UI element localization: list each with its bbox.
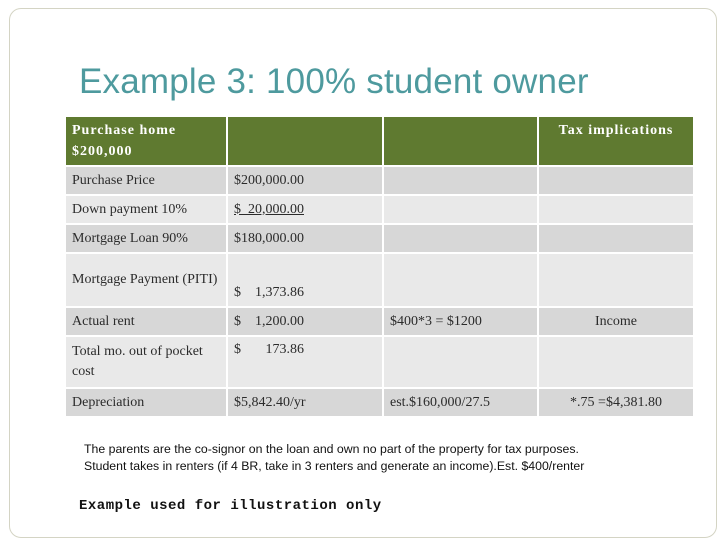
footer-disclaimer: Example used for illustration only	[79, 498, 382, 514]
cell-tax	[538, 166, 694, 195]
tax-table	[64, 115, 695, 418]
note-line-2: Student takes in renters (if 4 BR, take in 3 renters and generate an income).Est. $400/renter	[84, 459, 585, 473]
cell-tax	[538, 195, 694, 224]
table-row	[65, 307, 694, 336]
cell-calc	[383, 253, 538, 307]
cell-label: Mortgage Loan 90%	[65, 224, 227, 253]
header-cell-empty-2	[383, 116, 538, 166]
cell-amount: $5,842.40/yr	[227, 388, 383, 417]
slide-title: Example 3: 100% student owner	[79, 62, 589, 101]
cell-amount: $180,000.00	[227, 224, 383, 253]
cell-tax: Income	[538, 307, 694, 336]
table-header-row	[65, 116, 694, 166]
cell-tax	[538, 336, 694, 388]
header-cell-empty-1	[227, 116, 383, 166]
cell-label: Total mo. out of pocket cost	[65, 336, 227, 388]
cell-tax: *.75 =$4,381.80	[538, 388, 694, 417]
cell-label: Mortgage Payment (PITI)	[65, 253, 227, 307]
explanatory-note	[84, 441, 584, 475]
table-row	[65, 166, 694, 195]
header-cell-purchase-home: Purchase home $200,000	[65, 116, 227, 166]
cell-tax	[538, 224, 694, 253]
cell-amount: $ 1,200.00	[227, 307, 383, 336]
cell-label: Down payment 10%	[65, 195, 227, 224]
cell-amount	[227, 195, 383, 224]
cell-calc: $400*3 = $1200	[383, 307, 538, 336]
table-row	[65, 336, 694, 388]
cell-calc	[383, 195, 538, 224]
table-row	[65, 195, 694, 224]
table-row	[65, 224, 694, 253]
cell-amount: $ 173.86	[227, 336, 383, 388]
cell-calc: est.$160,000/27.5	[383, 388, 538, 417]
cell-amount: $ 1,373.86	[227, 253, 383, 307]
cell-calc	[383, 224, 538, 253]
note-line-1: The parents are the co-signor on the loan and own no part of the property for tax purposes.	[84, 442, 579, 456]
cell-label: Actual rent	[65, 307, 227, 336]
cell-calc	[383, 336, 538, 388]
cell-amount: $200,000.00	[227, 166, 383, 195]
cell-label: Depreciation	[65, 388, 227, 417]
table-row	[65, 253, 694, 307]
cell-label: Purchase Price	[65, 166, 227, 195]
header-cell-tax-implications: Tax implications	[538, 116, 694, 166]
cell-calc	[383, 166, 538, 195]
table-row	[65, 388, 694, 417]
underlined-amount: $ 20,000.00	[234, 201, 304, 217]
cell-tax	[538, 253, 694, 307]
